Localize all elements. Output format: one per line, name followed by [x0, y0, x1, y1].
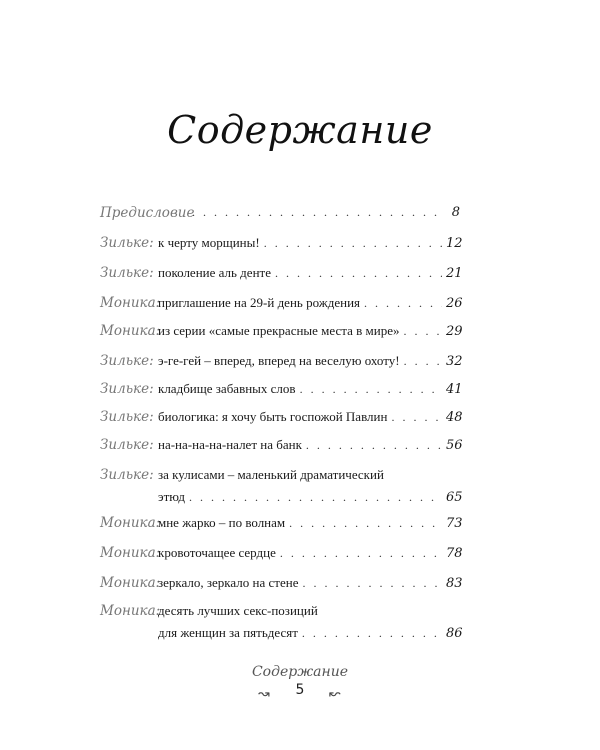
toc-line: [158, 353, 463, 371]
toc-page-number: 32: [446, 354, 463, 369]
toc-line: [158, 381, 463, 399]
toc-author: Зильке:: [100, 265, 154, 281]
toc-entry-title: мне жарко – по волнам: [158, 515, 286, 530]
toc-entry-title: на-на-на-на-налет на банк: [158, 437, 302, 452]
toc-entry-title: к черту морщины!: [158, 235, 260, 250]
page-number: 5: [295, 682, 305, 698]
toc-line: [158, 323, 463, 341]
toc-entry-title: этюд: [158, 489, 185, 504]
toc-page-number: 48: [446, 410, 463, 425]
toc-line: [158, 545, 463, 563]
toc-line: [158, 575, 463, 593]
toc-page-number: 12: [446, 236, 463, 251]
toc-author: Зильке:: [100, 353, 154, 369]
toc-author: Моника:: [100, 515, 161, 531]
toc-author: Моника:: [100, 323, 161, 339]
toc-line: [158, 603, 460, 621]
toc-author: Зильке:: [100, 467, 154, 483]
toc-author: Зильке:: [100, 409, 154, 425]
dot-leader: [264, 236, 442, 251]
toc-line: [158, 437, 463, 455]
dot-leader: [404, 354, 442, 369]
toc-author: Моника:: [100, 603, 161, 619]
left-flourish-icon: ↝: [258, 686, 270, 702]
toc-page-number: 78: [446, 546, 463, 561]
toc-page-number: 26: [446, 296, 463, 311]
toc-line: [158, 409, 463, 427]
dot-leader: [300, 382, 442, 397]
toc-line: [158, 235, 463, 253]
dot-leader: [280, 546, 442, 561]
right-flourish-icon: ↜: [329, 686, 341, 702]
toc-author: Моника:: [100, 295, 161, 311]
toc-line: [158, 467, 460, 485]
toc-entry-title: поколение аль денте: [158, 265, 271, 280]
toc-line: [158, 265, 463, 283]
dot-leader: [403, 324, 442, 339]
toc-entry-title: из серии «самые прекрасные места в мире»: [158, 323, 400, 338]
dot-leader: [364, 296, 442, 311]
toc-entry-title: кровоточащее сердце: [158, 545, 276, 560]
toc-entry-title: кладбище забавных слов: [158, 381, 296, 396]
dot-leader: [189, 490, 442, 505]
toc-page-number: 86: [446, 626, 463, 641]
dot-leader: [302, 626, 442, 641]
toc-page-number: 56: [446, 438, 463, 453]
toc-page-number: 29: [446, 324, 463, 339]
dot-leader: [192, 205, 442, 220]
toc-author: Моника:: [100, 575, 161, 591]
toc-page-number: 21: [446, 266, 463, 281]
toc-page-number: 73: [446, 516, 463, 531]
page-title: Содержание: [167, 108, 433, 152]
toc-line: [158, 295, 463, 313]
dot-leader: [391, 410, 442, 425]
toc-page-number: 83: [446, 576, 463, 591]
toc-entry-title: десять лучших секс-позиций: [158, 603, 318, 618]
toc-author: Предисловие: [100, 205, 195, 221]
toc-entry-title: приглашение на 29-й день рождения: [158, 295, 361, 310]
dot-leader: [302, 576, 442, 591]
toc-entry-title: зеркало, зеркало на стене: [158, 575, 299, 590]
toc-page-number: 65: [446, 490, 463, 505]
toc-author: Зильке:: [100, 437, 154, 453]
toc-line: [158, 489, 463, 507]
dot-leader: [289, 516, 442, 531]
toc-entry-title: для женщин за пятьдесят: [158, 625, 298, 640]
toc-entry-title: за кулисами – маленький драматический: [158, 467, 384, 482]
toc-author: Моника:: [100, 545, 161, 561]
dot-leader: [306, 438, 442, 453]
toc-author: Зильке:: [100, 381, 154, 397]
toc-entry-title: биологика: я хочу быть госпожой Павлин: [158, 409, 388, 424]
toc-line: [188, 205, 460, 223]
toc-entry-title: э-ге-гей – вперед, вперед на веселую охоту!: [158, 353, 400, 368]
running-footer-title: Содержание: [251, 664, 349, 680]
toc-line: [158, 625, 463, 643]
toc-page-number: 41: [446, 382, 463, 397]
dot-leader: [275, 266, 442, 281]
toc-author: Зильке:: [100, 235, 154, 251]
toc-page-number: 8: [451, 205, 460, 220]
toc-line: [158, 515, 463, 533]
